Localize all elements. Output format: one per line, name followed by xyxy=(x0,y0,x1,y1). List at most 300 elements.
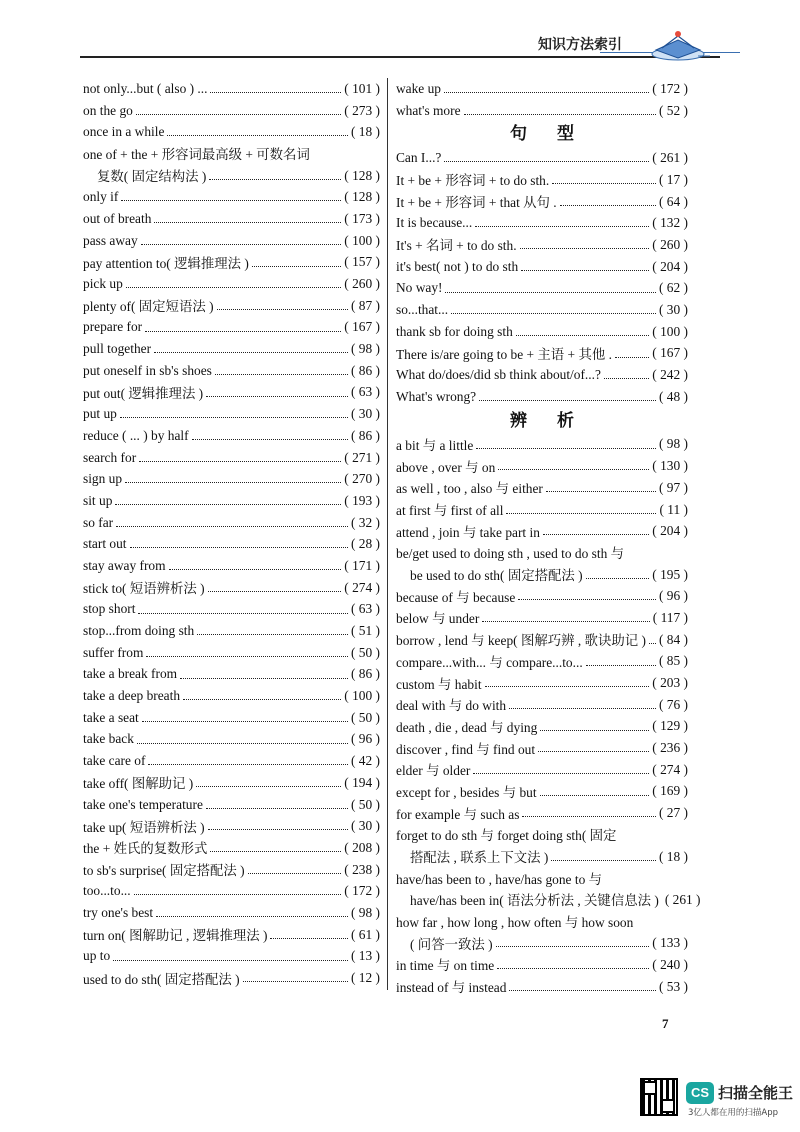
dot-leader xyxy=(115,491,341,505)
index-entry-page: ( 194 ) xyxy=(344,774,380,790)
dot-leader xyxy=(136,100,341,114)
index-entry-page: ( 100 ) xyxy=(344,688,380,704)
index-entry-term: up to xyxy=(83,948,111,964)
index-entry-page: ( 12 ) xyxy=(350,970,380,986)
dot-leader xyxy=(543,521,649,535)
dot-leader xyxy=(270,924,348,938)
dot-leader xyxy=(649,629,656,643)
index-entry-term: take up( 短语辨析法 ) xyxy=(83,819,205,835)
dot-leader xyxy=(540,716,649,730)
index-entry xyxy=(396,299,688,321)
index-entry-page: ( 63 ) xyxy=(350,384,380,400)
dot-leader xyxy=(125,469,341,483)
page-header xyxy=(0,24,800,72)
index-entry-term: instead of 与 instead xyxy=(396,980,507,996)
index-entry-page: ( 98 ) xyxy=(350,341,380,357)
index-entry-term: so...that... xyxy=(396,302,449,318)
index-entry-term: attend , join 与 take part in xyxy=(396,524,540,540)
dot-leader xyxy=(113,946,348,960)
index-entry xyxy=(83,121,380,143)
index-entry-term: discover , find 与 find out xyxy=(396,741,536,757)
index-entry xyxy=(83,512,380,534)
index-entry xyxy=(83,295,380,317)
index-entry-term: take care of xyxy=(83,753,146,769)
index-entry xyxy=(83,382,380,404)
index-entry xyxy=(396,343,688,365)
index-entry-term: It's + 名词 + to do sth. xyxy=(396,238,517,254)
index-entry xyxy=(396,629,688,651)
index-entry xyxy=(396,694,688,716)
index-entry-term: prepare for xyxy=(83,319,143,335)
index-entry xyxy=(396,716,688,738)
index-entry xyxy=(396,564,688,586)
section-title-discrimination: 辨 析 xyxy=(510,410,586,431)
index-entry-term: stick to( 短语辨析法 ) xyxy=(83,581,205,597)
index-entry-page: ( 128 ) xyxy=(344,189,380,205)
index-entry-page: ( 100 ) xyxy=(652,323,688,339)
index-entry-page: ( 87 ) xyxy=(350,297,380,313)
index-entry-term: as well , too , also 与 either xyxy=(396,481,543,497)
index-entry xyxy=(396,889,701,911)
index-entry-page: ( 48 ) xyxy=(658,388,688,404)
index-entry-term: No way! xyxy=(396,280,443,296)
dot-leader xyxy=(156,903,348,917)
dot-leader xyxy=(146,643,348,657)
index-entry xyxy=(396,520,688,542)
index-entry-page: ( 30 ) xyxy=(350,406,380,422)
index-entry-term: thank sb for doing sth xyxy=(396,323,513,339)
index-entry xyxy=(83,317,380,339)
index-entry xyxy=(396,672,688,694)
dot-leader xyxy=(473,760,649,774)
dot-leader xyxy=(206,382,348,396)
index-entry xyxy=(83,447,380,469)
index-entry-term: what's more xyxy=(396,102,461,118)
index-entry-term: too...to... xyxy=(83,883,131,899)
dot-leader xyxy=(192,426,348,440)
index-entry-page: ( 86 ) xyxy=(350,666,380,682)
dot-leader xyxy=(120,404,348,418)
index-entry xyxy=(396,100,688,122)
index-entry xyxy=(83,490,380,512)
index-entry-page: ( 169 ) xyxy=(652,783,688,799)
index-entry-term: take back xyxy=(83,731,134,747)
index-entry xyxy=(83,533,380,555)
index-entry-page: ( 261 ) xyxy=(664,891,701,907)
index-entry-page: ( 85 ) xyxy=(658,653,688,669)
index-entry-term: suffer from xyxy=(83,644,144,660)
dot-leader xyxy=(546,478,656,492)
index-entry-term: 复数( 固定结构法 ) xyxy=(97,169,207,185)
index-entry-page: ( 260 ) xyxy=(344,276,380,292)
index-entry-page: ( 167 ) xyxy=(652,345,688,361)
dot-leader xyxy=(134,881,342,895)
index-entry-term: wake up xyxy=(396,80,441,96)
index-entry xyxy=(83,143,380,165)
index-entry-term: not only...but ( also ) ... xyxy=(83,80,208,96)
index-entry-term: pick up xyxy=(83,276,123,292)
dot-leader xyxy=(148,751,348,765)
index-entry-term: pass away xyxy=(83,232,138,248)
index-entry xyxy=(83,403,380,425)
header-rule xyxy=(80,56,720,58)
dot-leader xyxy=(516,322,650,336)
index-entry-page: ( 50 ) xyxy=(350,709,380,725)
index-entry-term: borrow , lend 与 keep( 图解巧辨 , 歌诀助记 ) xyxy=(396,633,646,649)
dot-leader xyxy=(121,187,341,201)
index-entry-term: take one's temperature xyxy=(83,796,203,812)
index-entry xyxy=(396,455,688,477)
dot-leader xyxy=(615,343,649,357)
index-entry-term: It + be + 形容词 + that 从句 . xyxy=(396,195,557,211)
index-entry-term: used to do sth( 固定搭配法 ) xyxy=(83,971,240,987)
index-entry-page: ( 274 ) xyxy=(652,761,688,777)
index-entry xyxy=(83,577,380,599)
index-entry xyxy=(83,859,380,881)
index-entry-term: have/has been to , have/has gone to 与 xyxy=(396,871,603,887)
index-entry xyxy=(83,555,380,577)
index-entry-term: put up xyxy=(83,406,117,422)
index-entry-term: because of 与 because xyxy=(396,589,516,605)
index-entry xyxy=(83,100,380,122)
index-entry-term: compare...with... 与 compare...to... xyxy=(396,654,583,670)
index-entry-page: ( 117 ) xyxy=(652,609,688,625)
index-entry-page: ( 100 ) xyxy=(344,232,380,248)
index-entry xyxy=(83,165,380,187)
index-entry-page: ( 96 ) xyxy=(350,731,380,747)
index-entry-term: take off( 图解助记 ) xyxy=(83,776,194,792)
index-entry xyxy=(83,685,380,707)
index-entry xyxy=(396,234,688,256)
index-entry-term: except for , besides 与 but xyxy=(396,784,537,800)
index-entry xyxy=(396,737,688,759)
index-entry-page: ( 32 ) xyxy=(350,514,380,530)
index-entry xyxy=(83,750,380,772)
index-entry xyxy=(83,186,380,208)
dot-leader xyxy=(475,213,649,227)
index-entry xyxy=(396,147,688,169)
left-index-column xyxy=(83,78,380,989)
dot-leader xyxy=(180,664,348,678)
index-entry-page: ( 17 ) xyxy=(658,171,688,187)
dot-leader xyxy=(217,296,348,310)
index-entry xyxy=(396,191,688,213)
index-entry xyxy=(396,932,688,954)
index-entry-page: ( 240 ) xyxy=(652,956,688,972)
dot-leader xyxy=(183,686,341,700)
index-entry-term: deal with 与 do with xyxy=(396,698,507,714)
index-entry-term: Can I...? xyxy=(396,150,442,166)
index-entry xyxy=(396,321,688,343)
index-entry xyxy=(396,434,688,456)
scanner-watermark xyxy=(636,1076,796,1124)
index-entry-page: ( 51 ) xyxy=(350,623,380,639)
dot-leader xyxy=(206,794,348,808)
index-entry xyxy=(83,78,380,100)
dot-leader xyxy=(509,695,656,709)
dot-leader xyxy=(551,846,656,860)
index-entry-term: out of breath xyxy=(83,210,152,226)
index-entry-page: ( 238 ) xyxy=(344,861,380,877)
index-entry-term: it's best( not ) to do sth xyxy=(396,258,519,274)
index-entry-page: ( 13 ) xyxy=(350,948,380,964)
index-entry-page: ( 261 ) xyxy=(652,150,688,166)
index-entry-page: ( 52 ) xyxy=(658,102,688,118)
index-entry-page: ( 133 ) xyxy=(652,935,688,951)
index-entry-term: search for xyxy=(83,449,137,465)
index-entry xyxy=(396,169,688,191)
index-entry-page: ( 30 ) xyxy=(658,302,688,318)
dot-leader xyxy=(130,534,348,548)
index-entry xyxy=(83,815,380,837)
index-entry xyxy=(83,338,380,360)
index-entry-term: at first 与 first of all xyxy=(396,503,504,519)
dot-leader xyxy=(560,191,656,205)
index-entry xyxy=(396,585,688,607)
index-entry-page: ( 204 ) xyxy=(652,523,688,539)
index-entry xyxy=(396,976,688,998)
dot-leader xyxy=(444,148,649,162)
index-entry xyxy=(396,78,688,100)
index-entry-page: ( 173 ) xyxy=(344,210,380,226)
index-entry xyxy=(83,252,380,274)
index-entry-page: ( 42 ) xyxy=(350,753,380,769)
dot-leader xyxy=(252,252,341,266)
index-entry-page: ( 86 ) xyxy=(350,362,380,378)
index-entry xyxy=(83,729,380,751)
dot-leader xyxy=(451,300,656,314)
index-entry-page: ( 18 ) xyxy=(350,124,380,140)
index-entry xyxy=(83,967,380,989)
index-entry-term: reduce ( ... ) by half xyxy=(83,427,189,443)
dot-leader xyxy=(142,708,348,722)
index-entry-term: 搭配法 , 联系上下文法 ) xyxy=(410,850,549,866)
index-entry-page: ( 97 ) xyxy=(658,479,688,495)
index-entry-page: ( 11 ) xyxy=(659,501,688,517)
qr-code-icon xyxy=(640,1078,678,1116)
index-entry-term: stay away from xyxy=(83,557,166,573)
dot-leader xyxy=(476,434,656,448)
dot-leader xyxy=(586,651,656,665)
index-entry-term: only if xyxy=(83,189,119,205)
index-entry xyxy=(83,772,380,794)
dot-leader xyxy=(169,556,342,570)
index-entry xyxy=(83,468,380,490)
dot-leader xyxy=(248,859,342,873)
dot-leader xyxy=(116,512,348,526)
index-entry-page: ( 76 ) xyxy=(658,696,688,712)
index-entry-page: ( 204 ) xyxy=(652,258,688,274)
index-entry-page: ( 62 ) xyxy=(658,280,688,296)
index-entry xyxy=(83,707,380,729)
index-entry xyxy=(83,425,380,447)
dot-leader xyxy=(540,781,650,795)
dot-leader xyxy=(141,230,342,244)
index-entry xyxy=(396,759,688,781)
index-entry-page: ( 53 ) xyxy=(658,978,688,994)
index-entry-term: What do/does/did sb think about/of...? xyxy=(396,367,601,383)
dot-leader xyxy=(208,577,342,591)
dot-leader xyxy=(138,599,348,613)
index-entry-page: ( 64 ) xyxy=(658,193,688,209)
index-entry xyxy=(396,212,688,234)
dot-leader xyxy=(137,729,348,743)
dot-leader xyxy=(538,738,649,752)
index-entry xyxy=(396,781,688,803)
index-entry-page: ( 129 ) xyxy=(652,718,688,734)
index-entry-page: ( 98 ) xyxy=(350,904,380,920)
index-entry-term: sit up xyxy=(83,492,113,508)
index-entry xyxy=(83,599,380,621)
index-entry-page: ( 236 ) xyxy=(652,740,688,756)
dot-leader xyxy=(167,122,348,136)
dot-leader xyxy=(552,170,656,184)
index-entry xyxy=(396,846,688,868)
index-entry-term: so far xyxy=(83,514,114,530)
index-entry-term: one of + the + 形容词最高级 + 可数名词 xyxy=(83,147,310,163)
dot-leader xyxy=(522,803,656,817)
dot-leader xyxy=(208,816,348,830)
index-entry-page: ( 193 ) xyxy=(344,492,380,508)
index-entry xyxy=(396,911,688,933)
index-entry-term: forget to do sth 与 forget doing sth( 固定 xyxy=(396,828,617,844)
index-entry-term: the + 姓氏的复数形式 xyxy=(83,841,208,857)
index-entry-term: turn on( 图解助记 , 逻辑推理法 ) xyxy=(83,928,268,944)
index-entry-page: ( 172 ) xyxy=(344,883,380,899)
app-slogan: 3亿人都在用的扫描App xyxy=(688,1108,779,1118)
index-entry xyxy=(83,360,380,382)
index-entry-page: ( 208 ) xyxy=(344,839,380,855)
index-entry xyxy=(396,386,688,408)
dot-leader xyxy=(444,79,649,93)
index-entry xyxy=(396,499,688,521)
index-entry-page: ( 50 ) xyxy=(350,796,380,812)
index-entry xyxy=(83,902,380,924)
index-entry xyxy=(83,230,380,252)
dot-leader xyxy=(498,456,649,470)
index-entry-term: death , die , dead 与 dying xyxy=(396,719,538,735)
index-entry xyxy=(396,477,688,499)
index-entry-page: ( 130 ) xyxy=(652,458,688,474)
index-entry-term: on the go xyxy=(83,102,133,118)
index-entry xyxy=(83,924,380,946)
index-entry xyxy=(83,642,380,664)
index-entry xyxy=(83,273,380,295)
index-entry-page: ( 157 ) xyxy=(344,254,380,270)
index-entry-term: plenty of( 固定短语法 ) xyxy=(83,299,214,315)
index-entry xyxy=(396,364,688,386)
dot-leader xyxy=(482,608,649,622)
dot-leader xyxy=(520,235,650,249)
dot-leader xyxy=(139,447,341,461)
index-entry-page: ( 128 ) xyxy=(344,167,380,183)
dot-leader xyxy=(215,361,348,375)
index-entry-term: take a deep breath xyxy=(83,688,181,704)
section-title-sentence-patterns: 句 型 xyxy=(510,124,586,145)
index-entry-page: ( 61 ) xyxy=(350,926,380,942)
index-entry xyxy=(396,954,688,976)
dot-leader xyxy=(496,933,650,947)
index-entry-page: ( 203 ) xyxy=(652,675,688,691)
index-entry-page: ( 171 ) xyxy=(344,557,380,573)
book-icon xyxy=(648,28,712,62)
index-entry-term: start out xyxy=(83,536,127,552)
index-entry-term: pay attention to( 逻辑推理法 ) xyxy=(83,255,249,271)
dot-leader xyxy=(479,387,656,401)
dot-leader xyxy=(210,79,341,93)
index-entry-term: to sb's surprise( 固定搭配法 ) xyxy=(83,863,245,879)
index-entry xyxy=(83,664,380,686)
index-entry-term: once in a while xyxy=(83,124,165,140)
index-entry-term: how far , how long , how often 与 how soon xyxy=(396,915,634,931)
dot-leader xyxy=(196,773,341,787)
index-entry-term: put out( 逻辑推理法 ) xyxy=(83,385,204,401)
page-number: 7 xyxy=(662,1016,669,1031)
index-entry-page: ( 167 ) xyxy=(344,319,380,335)
index-entry xyxy=(83,620,380,642)
index-entry-page: ( 63 ) xyxy=(350,601,380,617)
index-entry-term: stop short xyxy=(83,601,136,617)
index-entry-term: stop...from doing sth xyxy=(83,623,195,639)
dot-leader xyxy=(521,256,649,270)
index-entry-page: ( 101 ) xyxy=(344,80,380,96)
index-entry xyxy=(396,256,688,278)
index-entry xyxy=(396,802,688,824)
index-entry-page: ( 18 ) xyxy=(658,848,688,864)
right-index-column xyxy=(396,78,701,998)
header-title: 知识方法索引 xyxy=(538,37,622,53)
index-entry-page: ( 27 ) xyxy=(658,805,688,821)
index-entry-term: elder 与 older xyxy=(396,763,471,779)
index-entry xyxy=(83,794,380,816)
dot-leader xyxy=(509,976,656,990)
index-entry-term: It is because... xyxy=(396,215,473,231)
dot-leader xyxy=(197,621,348,635)
index-entry-term: take a break from xyxy=(83,666,178,682)
dot-leader xyxy=(243,968,348,982)
index-entry xyxy=(396,867,688,889)
index-entry xyxy=(396,607,688,629)
index-entry-term: have/has been in( 语法分析法 , 关键信息法 ) xyxy=(410,893,659,909)
dot-leader xyxy=(445,278,656,292)
index-entry-page: ( 195 ) xyxy=(652,566,688,582)
index-entry-page: ( 271 ) xyxy=(344,449,380,465)
index-entry-term: above , over 与 on xyxy=(396,459,496,475)
dot-leader xyxy=(518,586,656,600)
index-entry-page: ( 50 ) xyxy=(350,644,380,660)
index-entry-term: custom 与 habit xyxy=(396,676,482,692)
index-entry-page: ( 242 ) xyxy=(652,367,688,383)
index-entry-term: put oneself in sb's shoes xyxy=(83,362,212,378)
index-entry-term: pull together xyxy=(83,341,152,357)
index-entry-page: ( 132 ) xyxy=(652,215,688,231)
index-entry-term: ( 问答一致法 ) xyxy=(410,936,493,952)
index-entry-page: ( 96 ) xyxy=(658,588,688,604)
index-entry xyxy=(83,837,380,859)
index-entry-term: be used to do sth( 固定搭配法 ) xyxy=(410,568,583,584)
app-name: 扫描全能王 xyxy=(718,1084,794,1102)
dot-leader xyxy=(604,365,649,379)
index-entry xyxy=(396,651,688,673)
index-entry-term: try one's best xyxy=(83,904,154,920)
index-entry xyxy=(83,880,380,902)
index-entry-term: for example 与 such as xyxy=(396,806,520,822)
index-entry-page: ( 273 ) xyxy=(344,102,380,118)
index-entry-page: ( 270 ) xyxy=(344,471,380,487)
index-entry-page: ( 98 ) xyxy=(658,436,688,452)
index-entry-page: ( 274 ) xyxy=(344,579,380,595)
index-entry-term: What's wrong? xyxy=(396,388,477,404)
